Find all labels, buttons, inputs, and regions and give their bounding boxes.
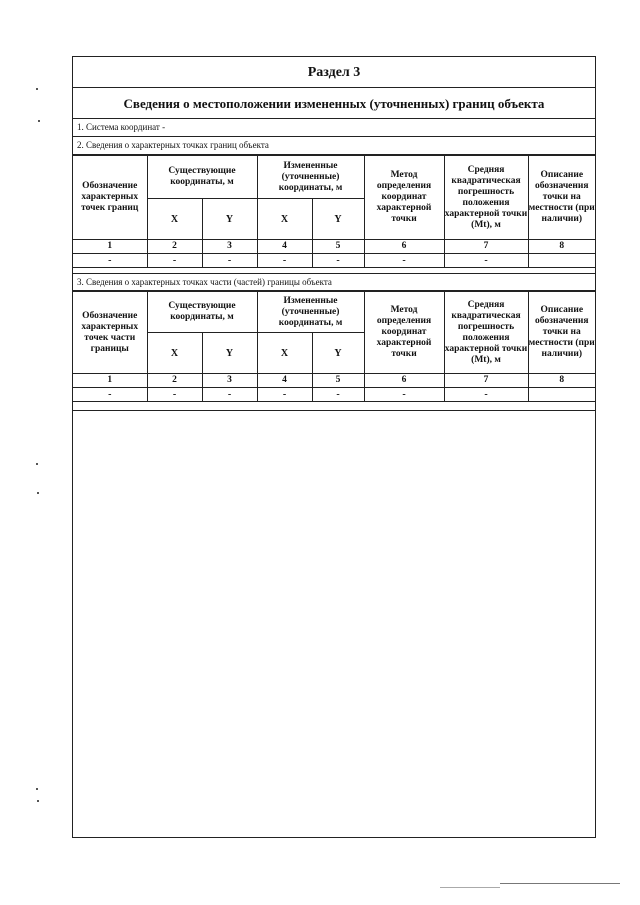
document-frame — [72, 56, 596, 838]
column-numbers-row — [73, 240, 595, 254]
table-cell: - — [257, 388, 312, 402]
table1-caption: 2. Сведения о характерных точках границ объекта — [73, 137, 595, 155]
header-existing-coords: Существующие координаты, м — [147, 292, 257, 333]
header-y: Y — [312, 199, 364, 240]
scan-mark — [37, 800, 39, 802]
section-title: Раздел 3 — [73, 57, 595, 88]
table-row — [73, 388, 595, 402]
column-numbers-row — [73, 374, 595, 388]
header-description: Описание обозначения точки на местности (при наличии) — [528, 292, 595, 374]
column-number: 1 — [73, 240, 147, 254]
header-x: X — [257, 333, 312, 374]
table-cell: - — [202, 388, 257, 402]
table-cell: - — [444, 388, 528, 402]
header-point-designation: Обозначение характерных точек части границы — [73, 292, 147, 374]
table-cell — [528, 254, 595, 268]
table2-caption: 3. Сведения о характерных точках части (частей) границы объекта — [73, 273, 595, 291]
table-cell: - — [202, 254, 257, 268]
boundary-points-table — [73, 155, 595, 268]
table-cell: - — [312, 388, 364, 402]
column-number: 8 — [528, 240, 595, 254]
column-number: 5 — [312, 374, 364, 388]
part-boundary-points-table — [73, 291, 595, 402]
table-cell: - — [73, 254, 147, 268]
scan-line — [440, 887, 500, 888]
table-cell: - — [364, 388, 444, 402]
column-number: 6 — [364, 374, 444, 388]
header-changed-coords: Измененные (уточненные) координаты, м — [257, 292, 364, 333]
header-method: Метод определения координат характерной точки — [364, 156, 444, 240]
table-cell — [528, 388, 595, 402]
header-y: Y — [202, 199, 257, 240]
column-number: 2 — [147, 374, 202, 388]
scan-mark — [37, 492, 39, 494]
scan-mark — [36, 463, 38, 465]
header-description: Описание обозначения точки на местности (при наличии) — [528, 156, 595, 240]
table-cell: - — [147, 254, 202, 268]
header-y: Y — [202, 333, 257, 374]
table-cell: - — [147, 388, 202, 402]
column-number: 7 — [444, 240, 528, 254]
header-error: Средняя квадратическая погрешность положения характерной точки (Mt), м — [444, 292, 528, 374]
table-cell: - — [364, 254, 444, 268]
scan-line — [500, 883, 620, 884]
table-cell: - — [257, 254, 312, 268]
column-number: 6 — [364, 240, 444, 254]
column-number: 1 — [73, 374, 147, 388]
table-row — [73, 254, 595, 268]
column-number: 4 — [257, 240, 312, 254]
column-number: 8 — [528, 374, 595, 388]
column-number: 3 — [202, 240, 257, 254]
header-existing-coords: Существующие координаты, м — [147, 156, 257, 199]
header-x: X — [147, 333, 202, 374]
header-point-designation: Обозначение характерных точек границ — [73, 156, 147, 240]
scan-mark — [38, 120, 40, 122]
table-bottom-rule — [73, 410, 595, 411]
header-method: Метод определения координат характерной точки — [364, 292, 444, 374]
header-y: Y — [312, 333, 364, 374]
column-number: 4 — [257, 374, 312, 388]
column-number: 5 — [312, 240, 364, 254]
column-number: 3 — [202, 374, 257, 388]
column-number: 7 — [444, 374, 528, 388]
header-x: X — [257, 199, 312, 240]
section-subtitle: Сведения о местоположении измененных (уточненных) границ объекта — [73, 88, 595, 119]
column-number: 2 — [147, 240, 202, 254]
coordinate-system-row: 1. Система координат - — [73, 119, 595, 137]
table-cell: - — [312, 254, 364, 268]
scan-mark — [36, 88, 38, 90]
scan-mark — [36, 788, 38, 790]
table-cell: - — [444, 254, 528, 268]
header-changed-coords: Измененные (уточненные) координаты, м — [257, 156, 364, 199]
header-x: X — [147, 199, 202, 240]
table-cell: - — [73, 388, 147, 402]
header-error: Средняя квадратическая погрешность положения характерной точки (Mt), м — [444, 156, 528, 240]
